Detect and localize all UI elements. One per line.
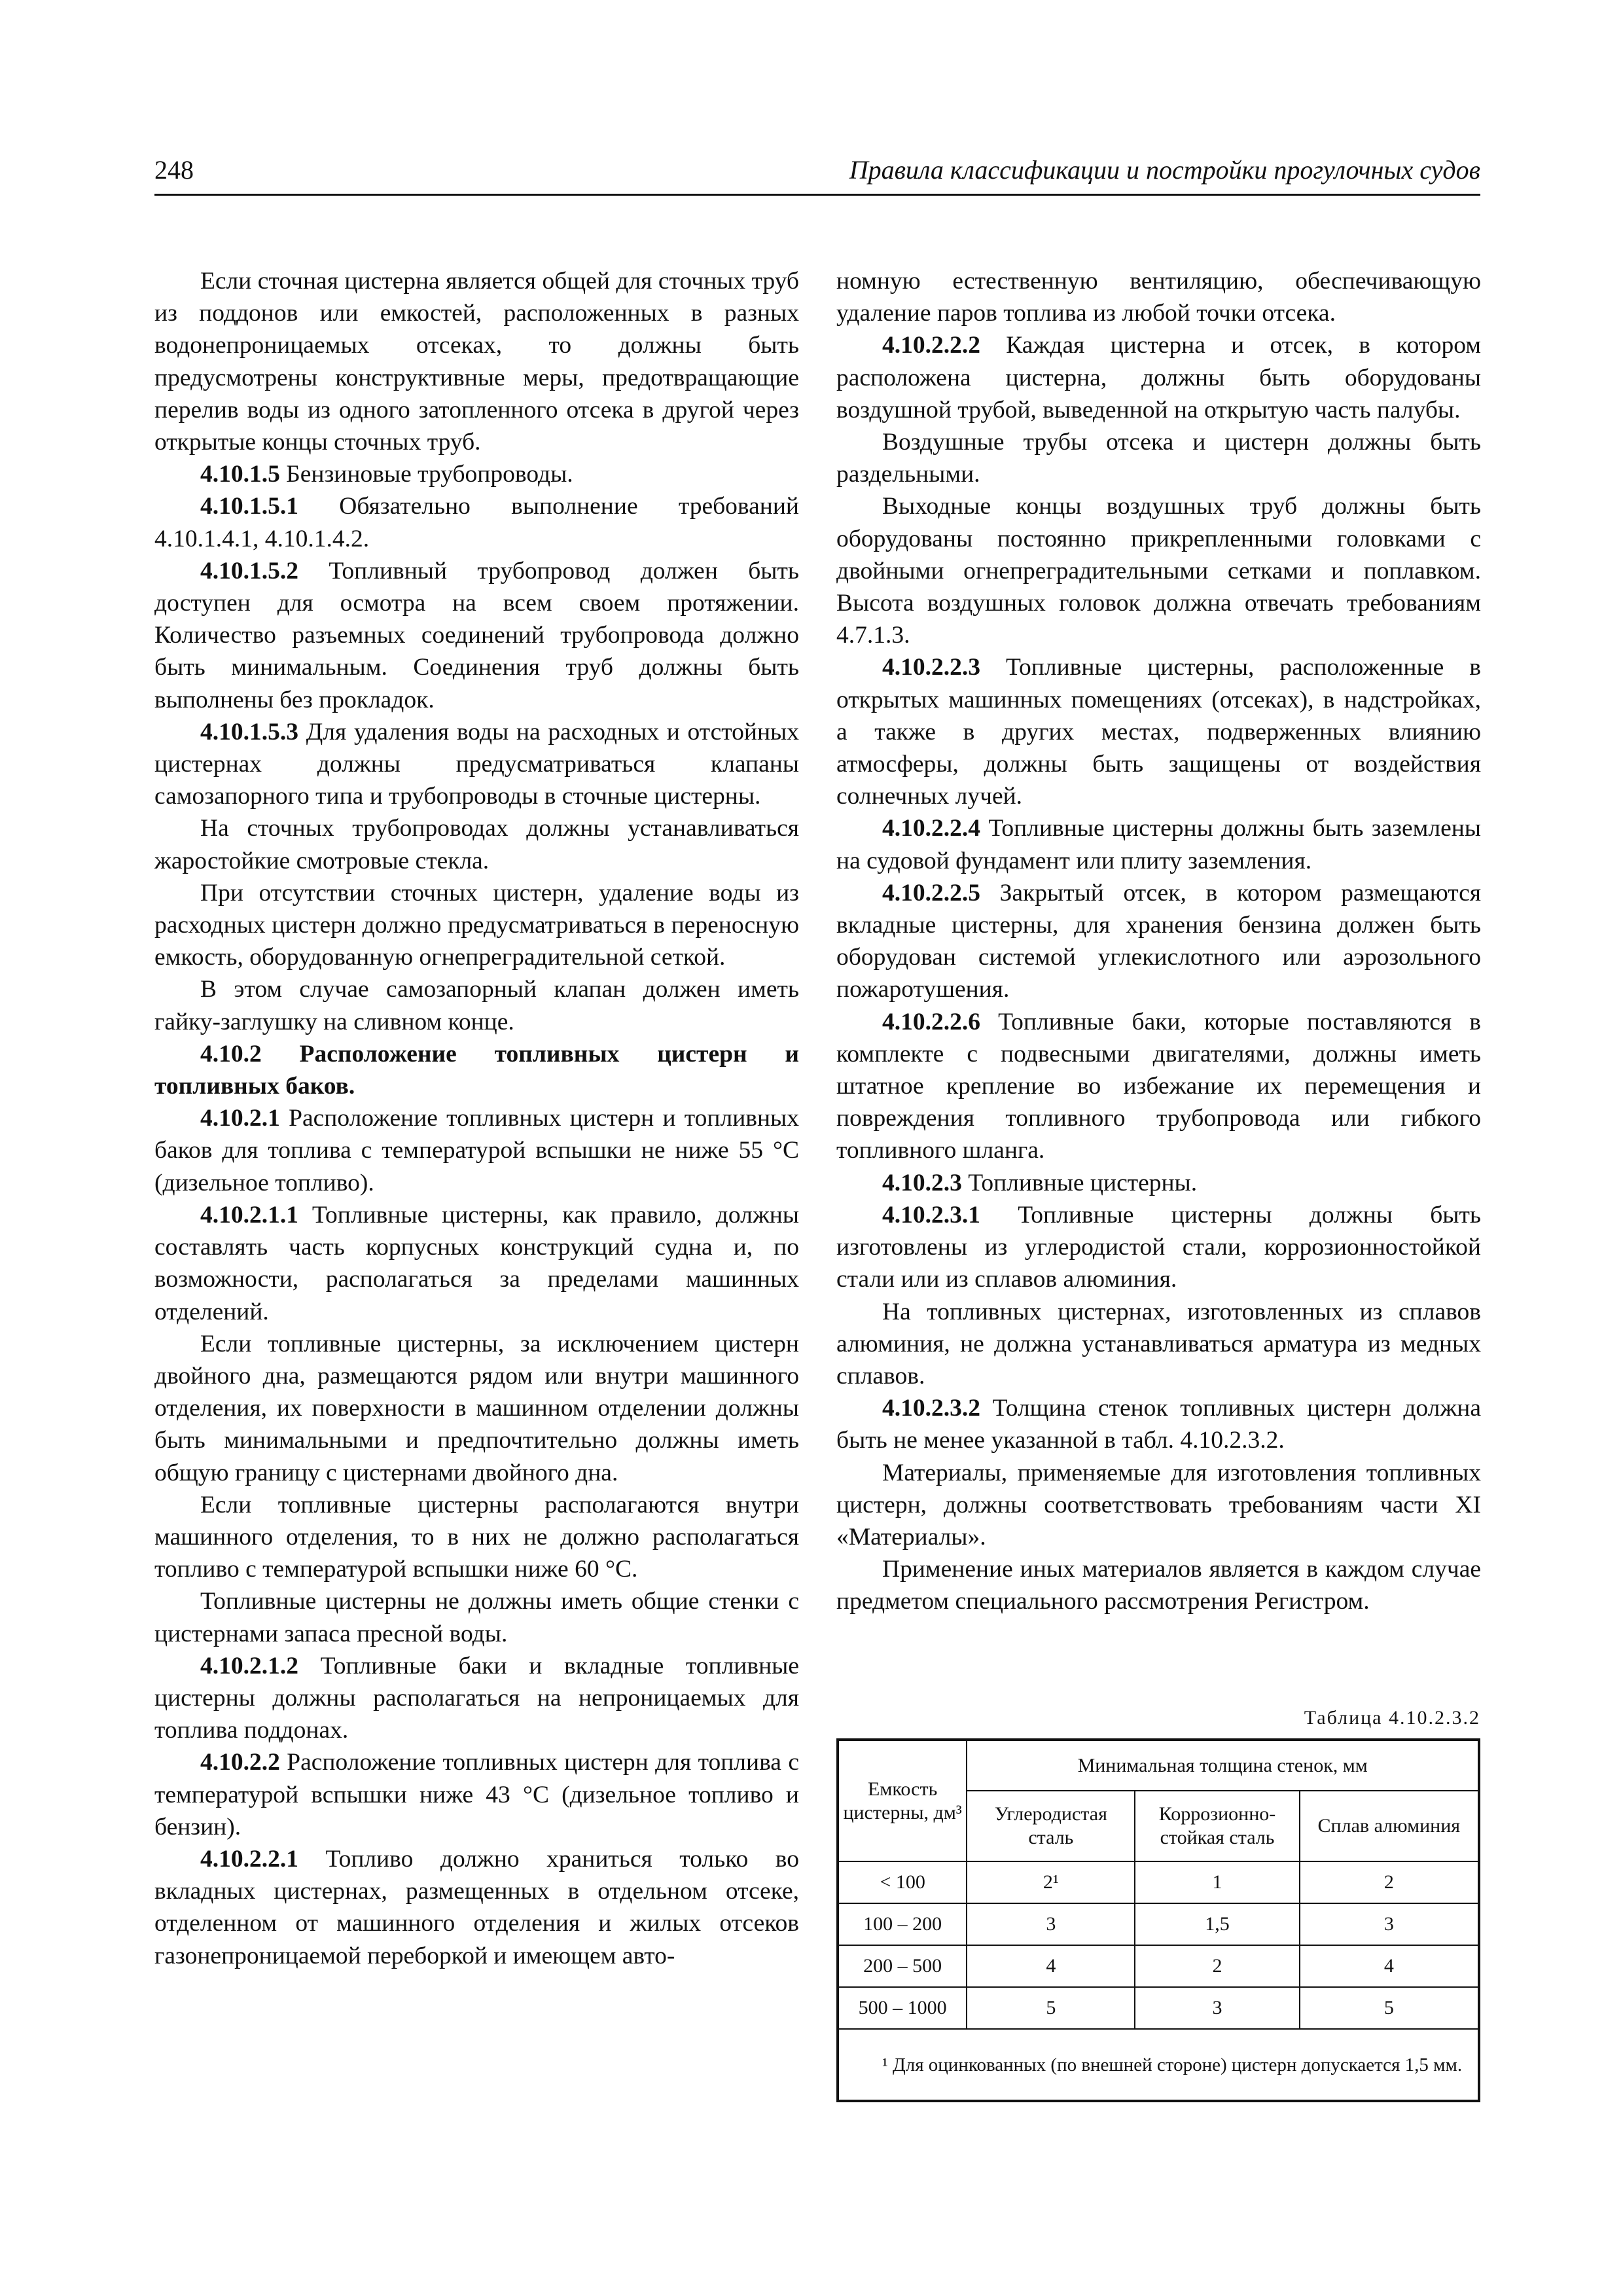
clause-number: 4.10.2.3.1 [882,1201,980,1229]
paragraph-text: Выходные концы воздушных труб должны быть оборудованы постоянно прикрепленными головками с двойными огнепреградительными сетками и поплавком. Высота воздушных головок должна отвечать требованиям 4.7.1.3. [836,493,1481,649]
table-caption: Таблица 4.10.2.3.2 [1304,1707,1480,1729]
clause-number: 4.10.2.2.6 [882,1008,980,1035]
paragraph-text: Бензиновые трубопроводы. [279,461,573,488]
capacity-cell: 100 – 200 [838,1903,967,1945]
paragraph-text: Расположение топливных цистерн для топлива с температурой вспышки ниже 43 °С (дизельное топливо и бензин). [154,1749,799,1840]
stainless-cell: 1 [1135,1861,1299,1903]
paragraph [836,329,1481,426]
clause-number: 4.10.2.2.2 [882,332,980,359]
paragraph-text: Толщина стенок топливных цистерн должна быть не менее указанной в табл. 4.10.2.3.2. [836,1395,1481,1454]
paragraph-text: Материалы, применяемые для изготовления топливных цистерн, должны соответствовать требованиям части XI «Материалы». [836,1459,1481,1551]
stainless-cell: 3 [1135,1987,1299,2029]
left-column [154,265,799,1972]
table-row [838,1861,1479,1903]
paragraph-text: Воздушные трубы отсека и цистерн должны быть раздельными. [836,429,1481,488]
aluminium-cell: 5 [1300,1987,1479,2029]
table-row [838,1987,1479,2029]
clause-number: 4.10.2.1.1 [200,1201,298,1229]
carbon-steel-header: Углеродистая сталь [967,1791,1135,1861]
paragraph-text: Если топливные цистерны располагаются внутри машинного отделения, то в них не должно располагаться топливо с температурой вспышки ниже 60 °С. [154,1491,799,1583]
paragraph-text: На сточных трубопроводах должны устанавливаться жаростойкие смотровые стекла. [154,815,799,874]
aluminium-cell: 3 [1300,1903,1479,1945]
paragraph [836,1006,1481,1167]
wall-thickness-table [836,1738,1480,2102]
paragraph [154,490,799,554]
table-row [838,1945,1479,1987]
aluminium-alloy-header: Сплав алюминия [1300,1791,1479,1861]
paragraph [836,1553,1481,1617]
paragraph-text: Топливо должно храниться только во вкладных цистернах, размещенных в отдельном отсеке, отделенном от машинного отделения и жилых отсеков газонепроницаемой переборкой и имеющем авто- [154,1845,799,1969]
paragraph [154,458,799,490]
paragraph-text: Топливные баки, которые поставляются в комплекте с подвесными двигателями, должны иметь штатное крепление во избежание их перемещения и повреждения топливного трубопровода или гибкого топливного шланга. [836,1008,1481,1164]
paragraph-text: Обязательно выполнение требований 4.10.1.4.1, 4.10.1.4.2. [154,493,799,552]
capacity-cell: < 100 [838,1861,967,1903]
paragraph [154,1489,799,1586]
capacity-cell: 500 – 1000 [838,1987,967,2029]
capacity-header: Емкость цистерны, дм³ [838,1740,967,1861]
paragraph-text: Топливный трубопровод должен быть доступен для осмотра на всем своем протяжении. Количество разъемных соединений трубопровода должно быть минимальным. Соединения труб должны быть выполнены без прокладок. [154,557,799,713]
capacity-cell: 200 – 500 [838,1945,967,1987]
paragraph-text: Для удаления воды на расходных и отстойных цистернах должны предусматриваться клапаны самозапорного типа и трубопроводы в сточные цистерны. [154,718,799,810]
paragraph [154,1650,799,1747]
paragraph-text: Топливные цистерны должны быть изготовлены из углеродистой стали, коррозионностойкой стали или из сплавов алюминия. [836,1201,1481,1293]
paragraph-text: Если сточная цистерна является общей для сточных труб из поддонов или емкостей, расположенных в разных водонепроницаемых отсеках, то должны быть предусмотрены конструктивные меры, предотвращающие перелив воды из одного затопленного отсека в другой через открытые концы сточных труб. [154,268,799,456]
clause-number: 4.10.2.1 [200,1105,280,1132]
paragraph-text: При отсутствии сточных цистерн, удаление воды из расходных цистерн должно предусматриваться в переносную емкость, оборудованную огнепреградительной сеткой. [154,879,799,971]
table-row [838,1903,1479,1945]
paragraph [154,1843,799,1972]
clause-number: 4.10.1.5.3 [200,718,298,745]
paragraph-text: Каждая цистерна и отсек, в котором расположена цистерна, должны быть оборудованы воздушной трубой, выведенной на открытую часть палубы. [836,332,1481,423]
carbon-cell: 3 [967,1903,1135,1945]
paragraph [836,265,1481,329]
paragraph-text: Применение иных материалов является в каждом случае предметом специального рассмотрения Регистром. [836,1556,1481,1615]
paragraph-text: Расположение топливных цистерн и топливных баков для топлива с температурой вспышки не ниже 55 °С (дизельное топливо). [154,1105,799,1196]
clause-number: 4.10.2.2.5 [882,879,980,906]
stainless-cell: 2 [1135,1945,1299,1987]
clause-number: 4.10.1.5.1 [200,493,298,520]
clause-number: 4.10.2.2 [200,1749,280,1776]
paragraph [154,265,799,458]
paragraph-text: Топливные баки и вкладные топливные цистерны должны располагаться на непроницаемых для топлива поддонах. [154,1652,799,1744]
paragraph-text: Топливные цистерны должны быть заземлены на судовой фундамент или плиту заземления. [836,815,1481,874]
page-number: 248 [154,155,194,185]
paragraph [836,1457,1481,1554]
paragraph-text: На топливных цистернах, изготовленных из сплавов алюминия, не должна устанавливаться арматура из медных сплавов. [836,1298,1481,1390]
paragraph-text: Топливные цистерны, расположенные в открытых машинных помещениях (отсеках), в надстройках, а также в других местах, подверженных влиянию атмосферы, должны быть защищены от воздействия солнечных лучей. [836,654,1481,810]
stainless-steel-header: Коррозионно-стойкая сталь [1135,1791,1299,1861]
clause-number: 4.10.2.1.2 [200,1652,298,1679]
stainless-cell: 1,5 [1135,1903,1299,1945]
paragraph [836,651,1481,812]
paragraph [836,812,1481,876]
carbon-cell: 2¹ [967,1861,1135,1903]
paragraph [154,1199,799,1328]
aluminium-cell: 4 [1300,1945,1479,1987]
carbon-cell: 5 [967,1987,1135,2029]
paragraph-text: Если топливные цистерны, за исключением цистерн двойного дна, размещаются рядом или внутри машинного отделения, их поверхности в машинном отделении должны быть минимальными и предпочтительно должны иметь общую границу с цистернами двойного дна. [154,1330,799,1486]
page-header [154,152,1480,196]
paragraph [154,1038,799,1102]
clause-number: 4.10.1.5 [200,461,280,488]
paragraph [154,1585,799,1649]
table-footnote: ¹ Для оцинкованных (по внешней стороне) цистерн допускается 1,5 мм. [838,2029,1479,2101]
paragraph-text: Закрытый отсек, в котором размещаются вкладные цистерны, для хранения бензина должен быть оборудован системой углекислотного или аэрозольного пожаротушения. [836,879,1481,1003]
clause-number: 4.10.2.3.2 [882,1395,980,1422]
clause-number: 4.10.2 Расположение топливных цистерн и топливных баков. [154,1040,799,1100]
right-column [836,265,1481,1618]
paragraph [836,1167,1481,1199]
clause-number: 4.10.2.2.1 [200,1845,298,1873]
paragraph-text: Топливные цистерны, как правило, должны составлять часть корпусных конструкций судна и, по возможности, располагаться за пределами машинных отделений. [154,1201,799,1325]
paragraph [154,973,799,1037]
paragraph [154,1746,799,1843]
paragraph [154,877,799,974]
paragraph [836,1199,1481,1296]
paragraph [836,426,1481,490]
paragraph-text: Топливные цистерны не должны иметь общие стенки с цистернами запаса пресной воды. [154,1588,799,1647]
clause-number: 4.10.2.2.4 [882,815,980,842]
paragraph [836,877,1481,1006]
paragraph-text: В этом случае самозапорный клапан должен иметь гайку-заглушку на сливном конце. [154,976,799,1035]
running-title: Правила классификации и постройки прогулочных судов [849,155,1480,185]
clause-number: 4.10.2.3 [882,1169,962,1196]
paragraph [154,716,799,813]
paragraph-text: номную естественную вентиляцию, обеспечивающую удаление паров топлива из любой точки отсека. [836,268,1481,327]
paragraph [836,1296,1481,1393]
carbon-cell: 4 [967,1945,1135,1987]
min-thickness-header: Минимальная толщина стенок, мм [967,1740,1479,1791]
paragraph-text: Топливные цистерны. [961,1169,1198,1196]
paragraph [154,812,799,876]
clause-number: 4.10.2.2.3 [882,654,980,681]
paragraph [836,1392,1481,1456]
aluminium-cell: 2 [1300,1861,1479,1903]
clause-number: 4.10.1.5.2 [200,557,298,584]
paragraph [154,1328,799,1489]
paragraph [154,1102,799,1199]
paragraph [154,555,799,716]
paragraph [836,490,1481,651]
